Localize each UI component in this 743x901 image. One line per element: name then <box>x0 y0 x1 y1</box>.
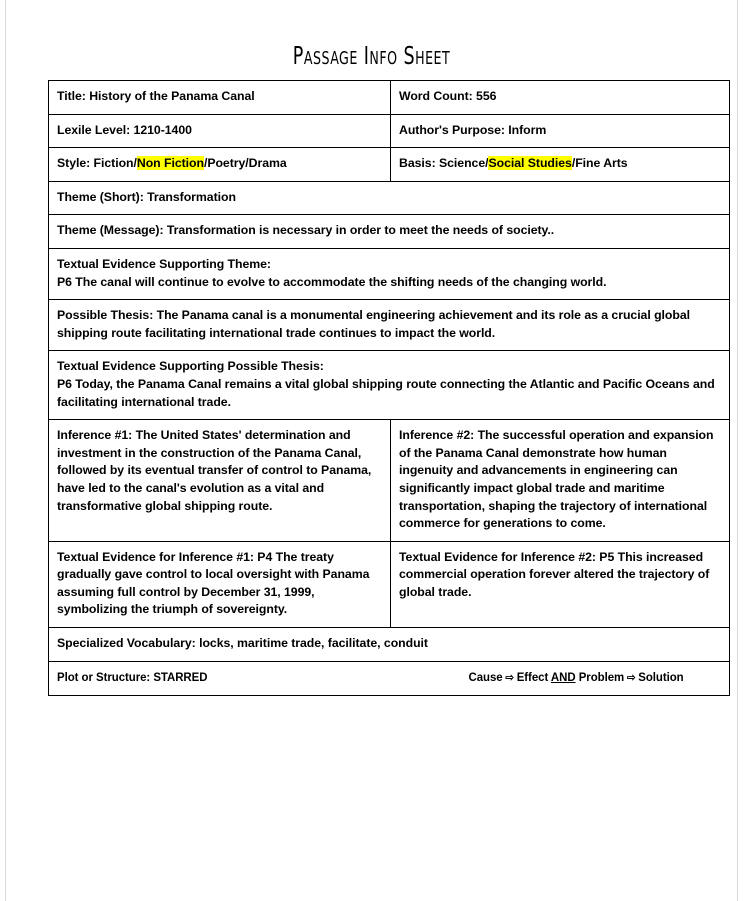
plot-structure-options <box>468 669 720 688</box>
basis-prefix: Basis: Science/ <box>399 156 489 171</box>
cell-basis <box>391 148 730 182</box>
table-row-lexile <box>49 114 730 148</box>
evidence-inference-1-text: Textual Evidence for Inference #1: P4 The treaty gradually gave control to local oversight with Panama assuming full control by December 31, 1999, symbolizing the triumph of sovereignty. <box>57 549 370 617</box>
cell-style <box>49 148 391 182</box>
word-count-text: Word Count: 556 <box>399 89 497 103</box>
table-row-theme-message <box>49 215 730 249</box>
arrow-right-icon-1: ⇨ <box>505 671 514 684</box>
specialized-vocabulary-text: Specialized Vocabulary: locks, maritime trade, facilitate, conduit <box>57 636 428 651</box>
cell-inference-1 <box>49 420 391 542</box>
evidence-thesis-label: Textual Evidence Supporting Possible Thesis: <box>57 359 324 374</box>
cell-possible-thesis <box>49 300 730 351</box>
arrow-right-icon-2: ⇨ <box>626 671 636 684</box>
table-row-evidence-theme <box>49 248 730 299</box>
basis-highlight-social-studies: Social Studies <box>488 156 572 171</box>
cell-authors-purpose <box>391 114 730 148</box>
cell-evidence-theme <box>49 248 730 299</box>
table-row-title <box>49 81 730 115</box>
basis-text <box>399 156 628 170</box>
plot-option-problem: Problem <box>578 669 625 684</box>
cell-evidence-inference-2 <box>391 541 730 627</box>
plot-structure-label: Plot or Structure: STARRED <box>57 669 208 684</box>
table-row-possible-thesis <box>49 300 730 351</box>
basis-suffix: /Fine Arts <box>571 156 628 171</box>
inference-1-text: Inference #1: The United States' determination and investment in the construction of the Panama Canal, followed by its eventual transfer of control to Panama, have led to the canal's evolution as a vital and transformative global shipping route. <box>57 428 372 513</box>
inference-2-text: Inference #2: The successful operation and expansion of the Panama Canal demonstrate how human ingenuity and advancements in engineering can significantly impact global trade and maritime transportation, shaping the trajectory of international commerce for generations to come. <box>399 428 714 531</box>
cell-evidence-thesis <box>49 351 730 420</box>
evidence-theme-text: P6 The canal will continue to evolve to accommodate the shifting needs of the changing world. <box>57 274 607 289</box>
plot-option-effect: Effect <box>516 669 549 684</box>
lexile-level-text: Lexile Level: 1210-1400 <box>57 122 192 137</box>
cell-word-count <box>391 81 730 115</box>
table-row-evidence-thesis <box>49 351 730 420</box>
cell-inference-2 <box>391 420 730 542</box>
style-prefix: Style: Fiction/ <box>57 156 137 171</box>
title-text: Title: History of the Panama Canal <box>57 89 255 103</box>
theme-message-text: Theme (Message): Transformation is necessary in order to meet the needs of society.. <box>57 223 555 238</box>
cell-evidence-inference-1 <box>49 541 391 627</box>
table-row-specialized-vocabulary <box>49 628 730 662</box>
evidence-thesis-text: P6 Today, the Panama Canal remains a vital global shipping route connecting the Atlantic and Pacific Oceans and facilitating international trade. <box>57 376 715 409</box>
page-title: Passage Info Sheet <box>292 41 451 70</box>
cell-title <box>49 81 391 115</box>
table-row-style-basis <box>49 148 730 182</box>
plot-option-cause: Cause <box>468 669 503 684</box>
cell-plot-structure <box>49 661 730 696</box>
cell-specialized-vocabulary <box>49 628 730 662</box>
table-row-plot-structure <box>49 661 730 696</box>
table-row-theme-short <box>49 181 730 215</box>
table-row-inferences <box>49 420 730 542</box>
style-text <box>57 156 287 170</box>
possible-thesis-text: Possible Thesis: The Panama canal is a monumental engineering achievement and its role as a crucial global shipping route facilitating international trade continues to impact the world. <box>57 308 690 340</box>
passage-info-table <box>48 80 730 696</box>
cell-theme-short <box>49 181 730 215</box>
cell-theme-message <box>49 215 730 249</box>
table-row-evidence-inferences <box>49 541 730 627</box>
cell-lexile-level <box>49 114 391 148</box>
style-highlight-non-fiction: Non Fiction <box>136 156 204 171</box>
plot-option-solution: Solution <box>638 669 684 684</box>
plot-conjunction-and: AND <box>550 669 576 684</box>
style-suffix: /Poetry/Drama <box>203 156 287 171</box>
evidence-inference-2-text: Textual Evidence for Inference #2: P5 This increased commercial operation forever altered the trajectory of global trade. <box>399 549 710 599</box>
evidence-theme-label: Textual Evidence Supporting Theme: <box>57 256 271 271</box>
theme-short-text: Theme (Short): Transformation <box>57 189 236 204</box>
authors-purpose-text: Author's Purpose: Inform <box>399 122 547 137</box>
